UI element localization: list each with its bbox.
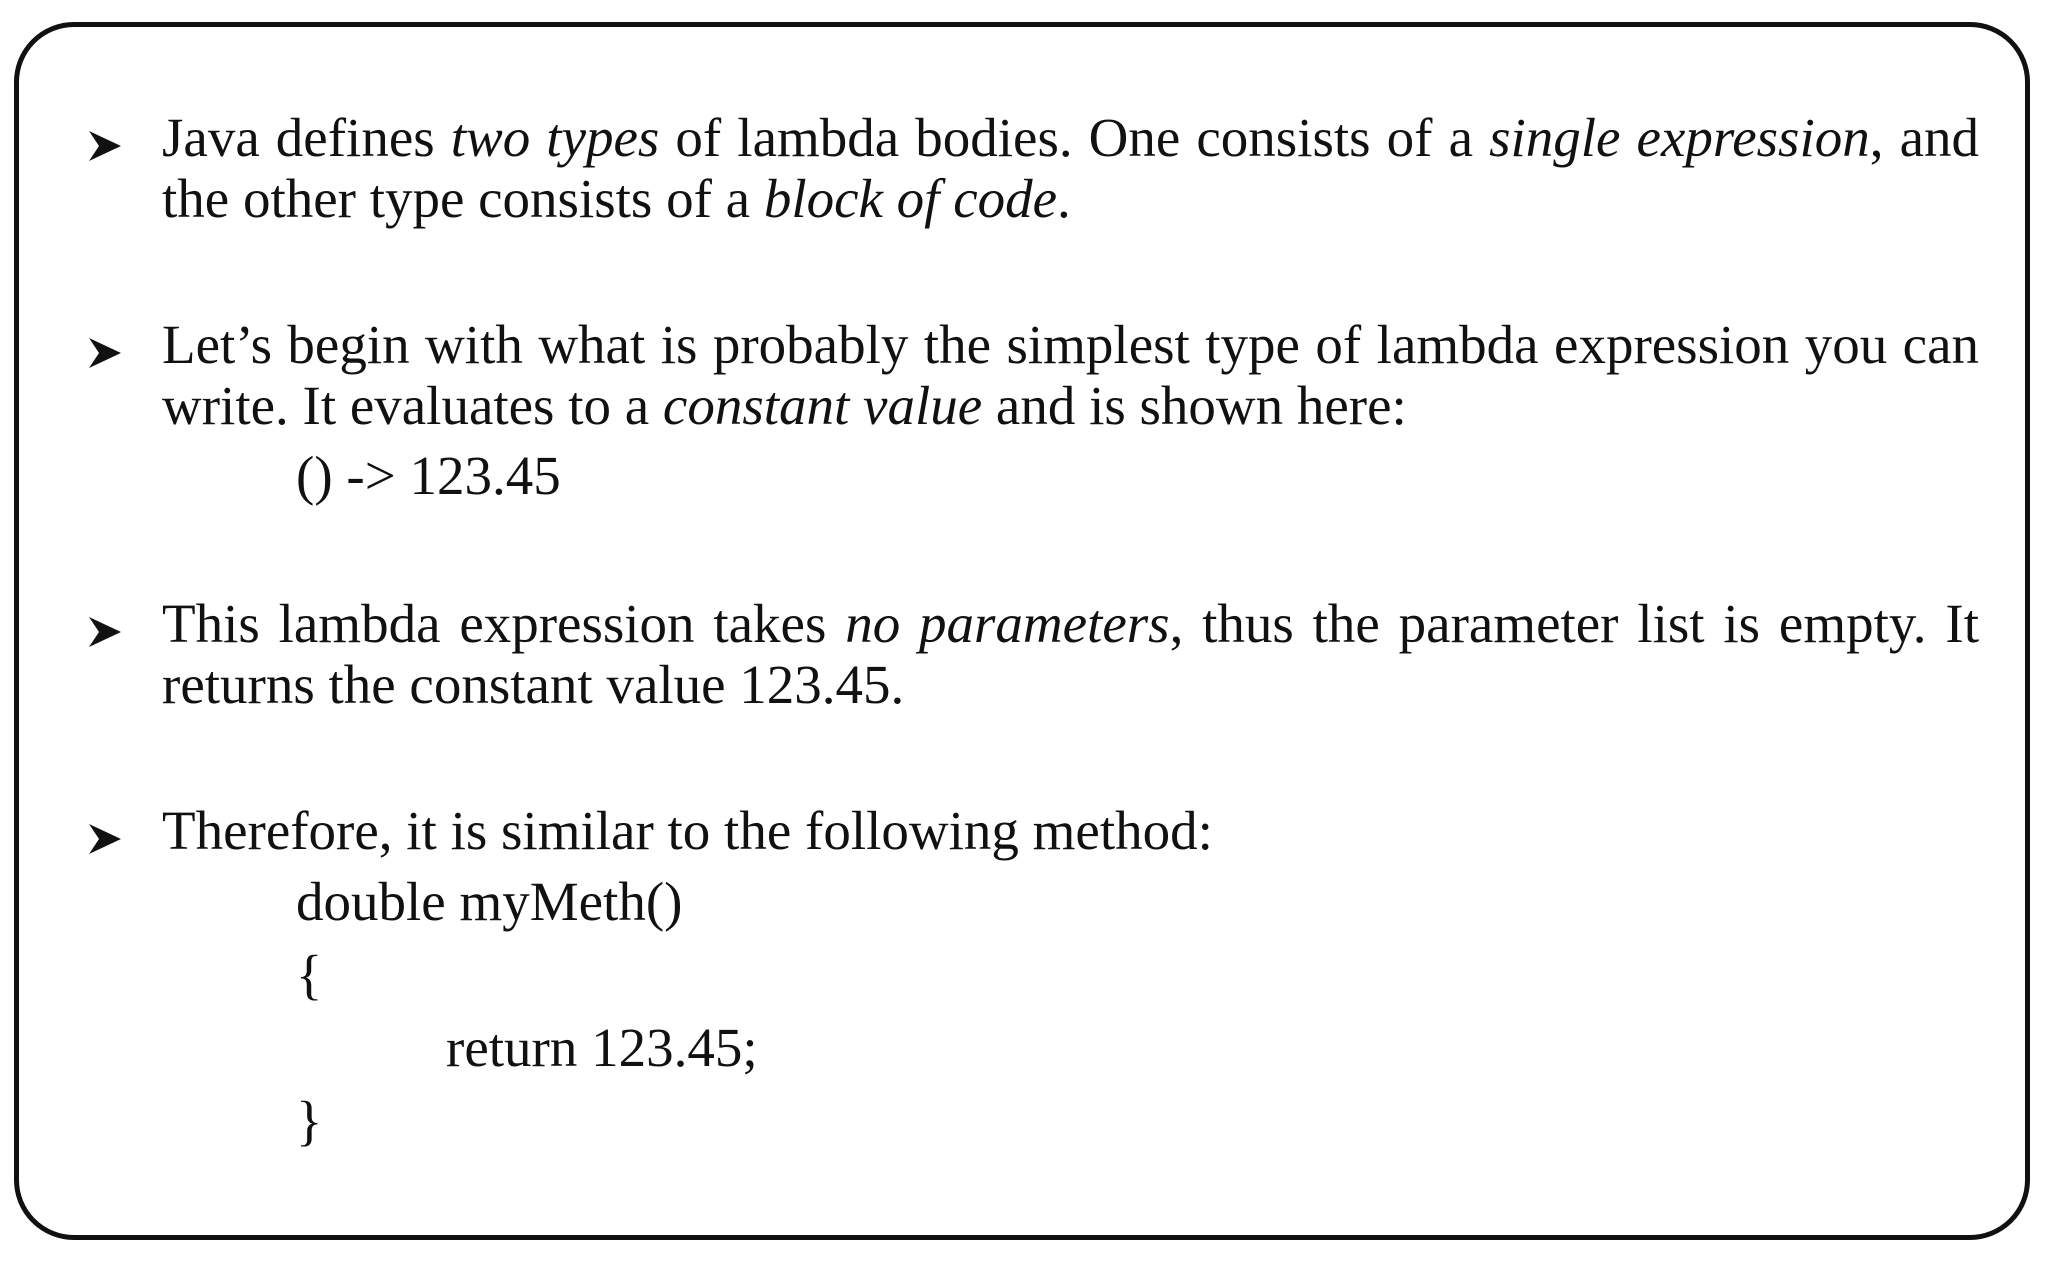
text-run: Therefore, it is similar to the following method: [162, 800, 1213, 861]
bullet-item-1 [79, 107, 1979, 229]
italic-run: block of code [763, 168, 1058, 229]
bullet-text-2 [162, 314, 1979, 436]
code-line: double myMeth() [296, 871, 683, 932]
italic-run: constant value [662, 375, 983, 436]
arrow-bullet-icon [87, 615, 123, 649]
content-box [14, 22, 2030, 1240]
italic-run: no parameters [845, 593, 1170, 654]
text-run: , thus the parameter list is empty. It returns the constant value 123.45. [162, 593, 1979, 715]
arrow-bullet-icon [87, 822, 123, 856]
bullet-item-3 [79, 593, 1979, 715]
code-line: () -> 123.45 [296, 445, 561, 506]
code-line: return 123.45; [446, 1017, 758, 1078]
bullet-item-2 [79, 314, 1979, 436]
arrow-bullet-icon [87, 129, 123, 163]
text-run: , and the other type consists of a [162, 107, 1979, 229]
arrow-bullet-icon [87, 336, 123, 370]
code-line: { [296, 944, 323, 1005]
bullet-text-1 [162, 107, 1979, 229]
text-run: . [1057, 168, 1071, 229]
italic-run: two types [450, 107, 660, 168]
bullet-text-3 [162, 593, 1979, 715]
bullet-text-4 [162, 800, 1979, 861]
text-run: Java defines [162, 107, 451, 168]
text-run: This lambda expression takes [162, 593, 846, 654]
slide-content [19, 27, 2025, 1235]
text-run: Let’s begin with what is probably the simplest type of lambda expression you can write. It evaluates to a [162, 314, 1979, 436]
text-run: of lambda bodies. One consists of a [659, 107, 1490, 168]
code-line: } [296, 1090, 323, 1151]
bullet-item-4 [79, 800, 1979, 861]
text-run: and is shown here: [982, 375, 1407, 436]
italic-run: single expression [1489, 107, 1870, 168]
